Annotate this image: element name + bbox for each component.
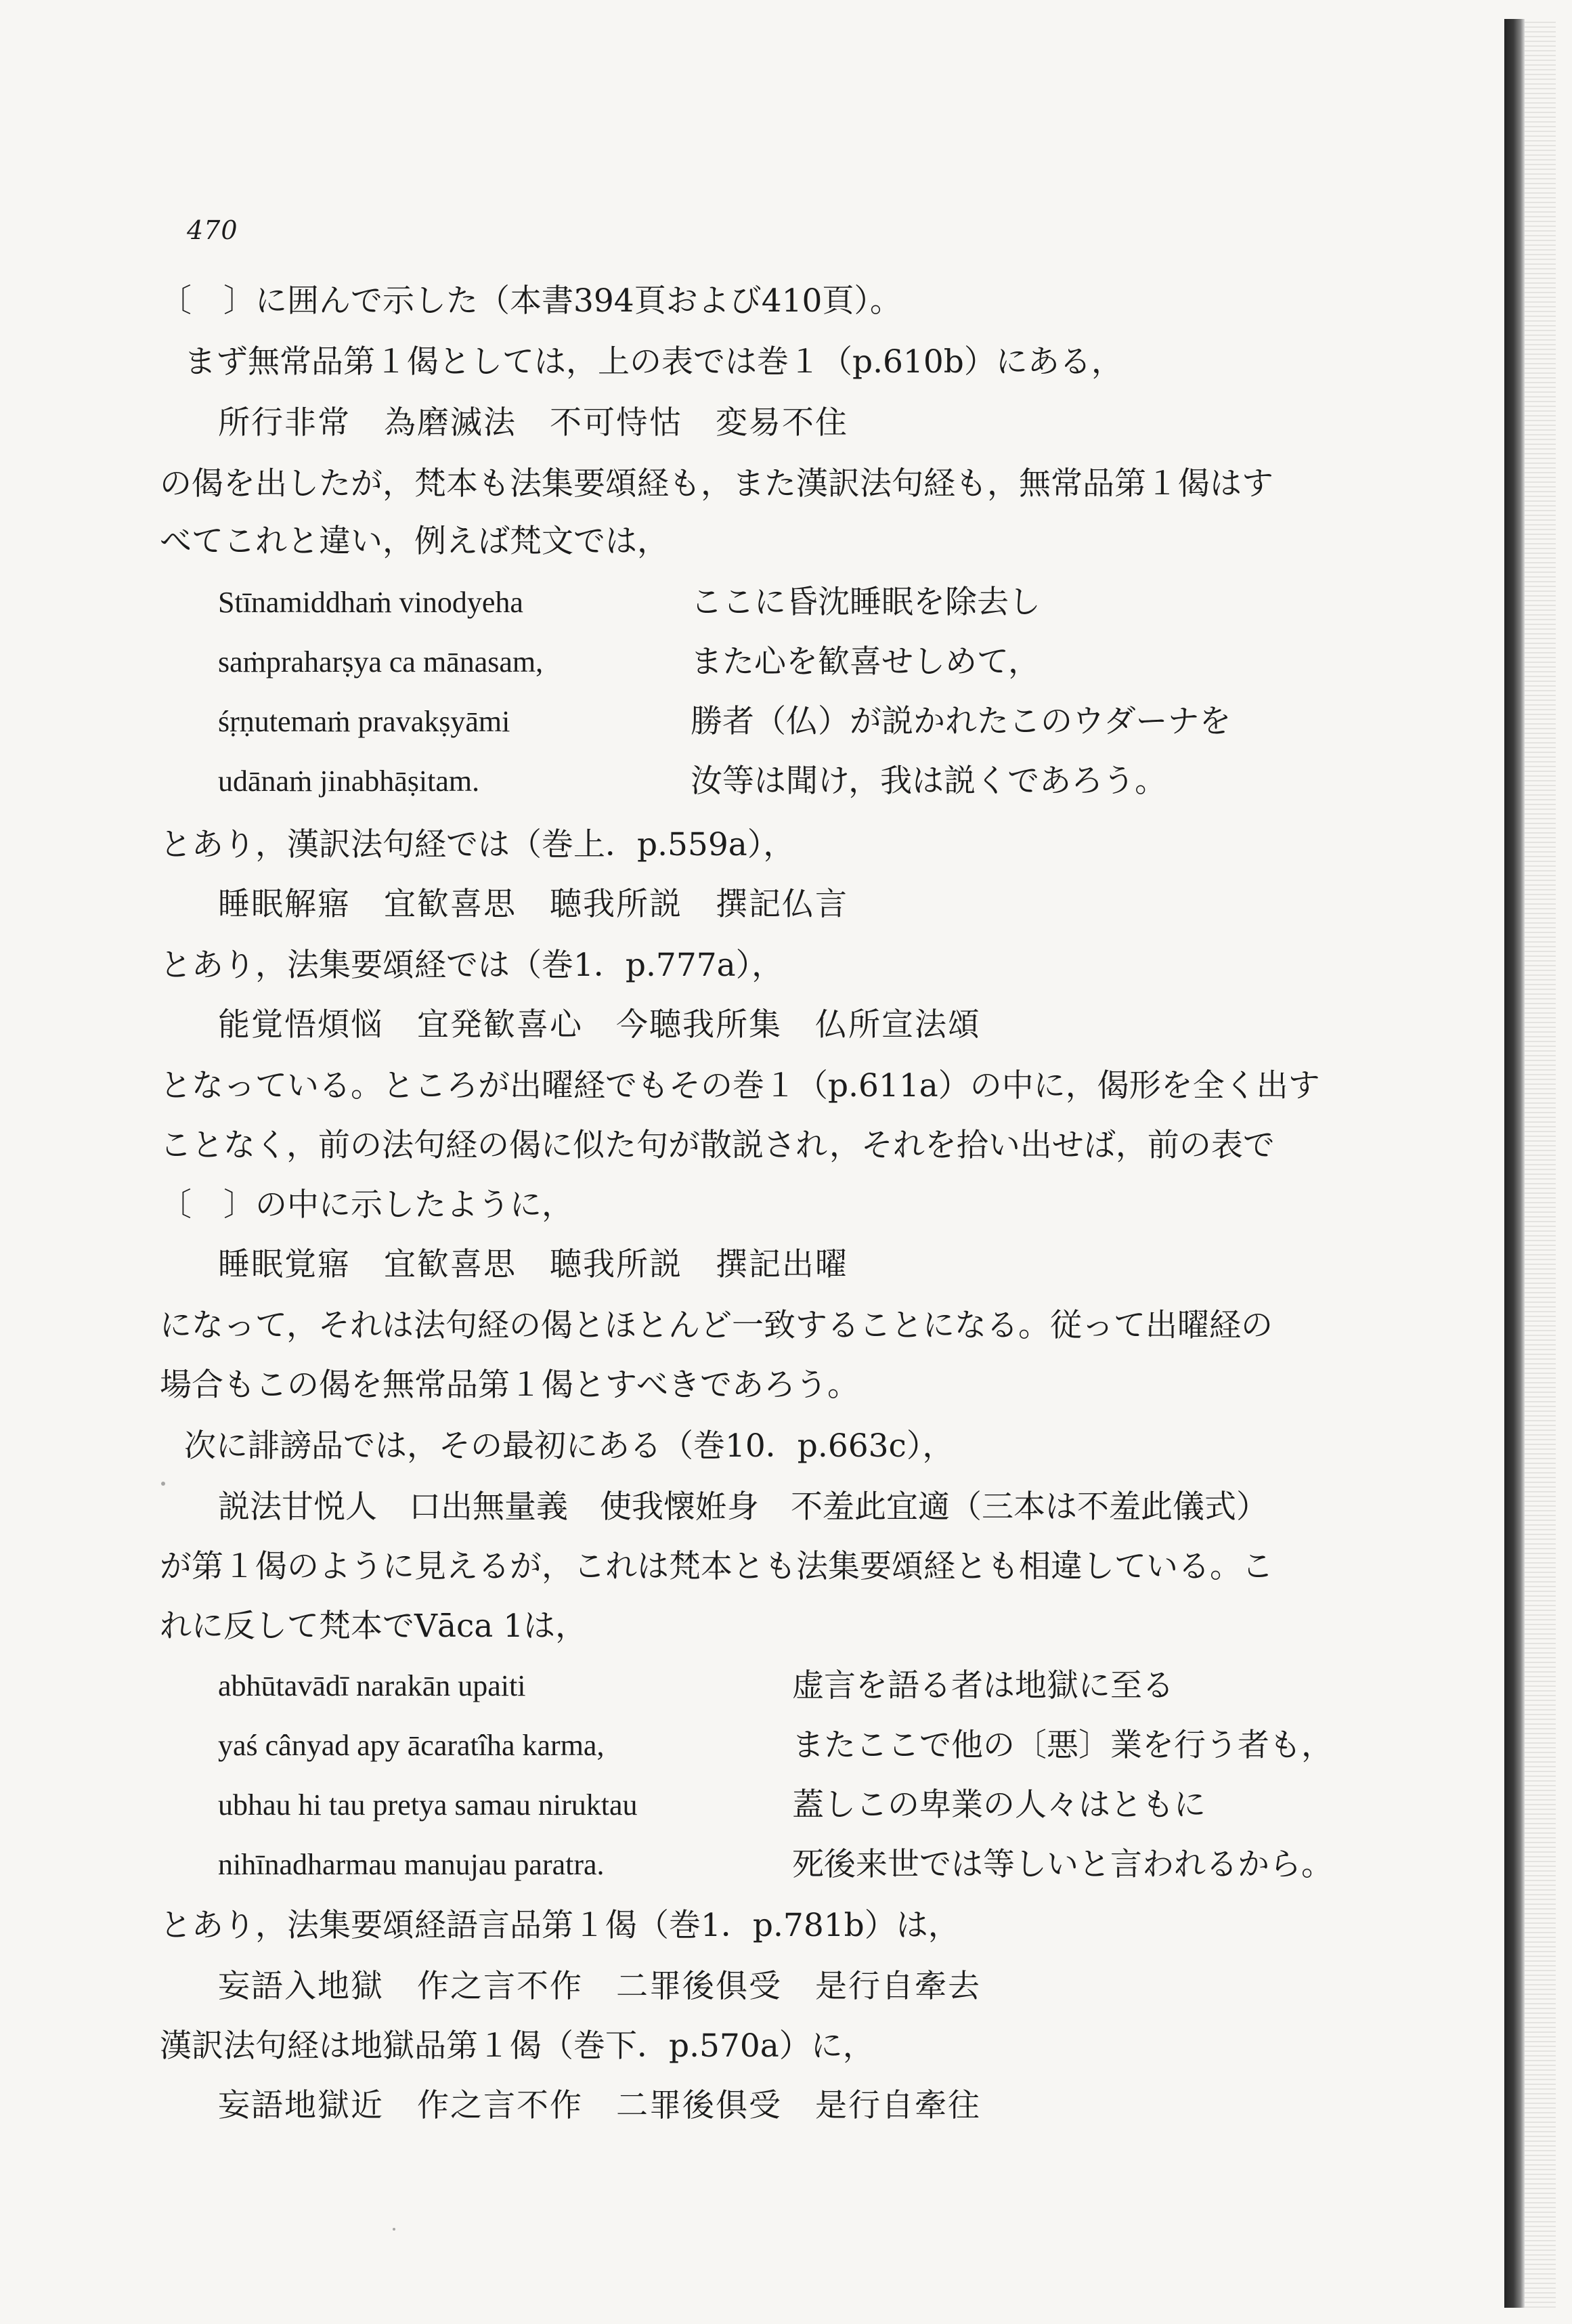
- binding-edge-texture: [1525, 19, 1556, 2308]
- sanskrit-line: saṁpraharṣya ca mānasam,: [218, 645, 544, 679]
- body-line: とあり，法集要頌経では（巻1．p.777a），: [160, 947, 784, 984]
- translation-line: 蓋しこの卑業の人々はともに: [792, 1786, 1206, 1824]
- sanskrit-line: ubhau hi tau pretya samau niruktau: [218, 1788, 638, 1822]
- body-line: とあり，漢訳法句経では（巻上．p.559a），: [160, 826, 795, 863]
- sanskrit-line: Stīnamiddhaṁ vinodyeha: [218, 586, 523, 619]
- quoted-verse: 妄語入地獄 作之言不作 二罪後俱受 是行自牽去: [218, 1968, 981, 2005]
- sanskrit-line: nihīnadharmau manujau paratra.: [218, 1848, 605, 1881]
- body-line: 〔 〕に囲んで示した（本書394頁および410頁）。: [160, 282, 902, 320]
- translation-line: またここで他の〔悪〕業を行う者も，: [792, 1727, 1333, 1764]
- quoted-verse: 睡眠解寤 宜歓喜思 聴我所説 撰記仏言: [218, 886, 848, 923]
- binding-edge: [1504, 19, 1525, 2308]
- translation-line: 虚言を語る者は地獄に至る: [792, 1667, 1174, 1704]
- quoted-verse: 妄語地獄近 作之言不作 二罪後俱受 是行自牽往: [218, 2087, 981, 2124]
- page-number: 470: [187, 215, 238, 245]
- body-line: となっている。ところが出曜経でもその巻１（p.611a）の中に，偈形を全く出す: [160, 1067, 1320, 1104]
- body-line: 場合もこの偈を無常品第１偈とすべきであろう。: [160, 1367, 860, 1404]
- body-line: が第１偈のように見えるが，これは梵本とも法集要頌経とも相違している。こ: [160, 1548, 1273, 1585]
- body-line: 〔 〕の中に示したように，: [160, 1186, 573, 1224]
- sanskrit-line: śṛṇutemaṁ pravakṣyāmi: [218, 705, 510, 738]
- body-line: べてこれと違い，例えば梵文では，: [160, 523, 669, 560]
- quoted-verse: 説法甘悦人 口出無量義 使我懐姙身 不羞此宜適（三本は不羞此儀式）: [218, 1488, 1268, 1526]
- quoted-verse: 睡眠覚寤 宜歓喜思 聴我所説 撰記出曜: [218, 1246, 848, 1283]
- translation-line: 勝者（仏）が説かれたこのウダーナを: [691, 703, 1231, 740]
- body-line: の偈を出したが，梵本も法集要頌経も，また漢訳法句経も，無常品第１偈はす: [160, 465, 1273, 502]
- translation-line: また心を歓喜せしめて，: [691, 643, 1041, 681]
- scan-speck: [393, 2228, 395, 2231]
- body-line: になって，それは法句経の偈とほとんど一致することになる。従って出曜経の: [160, 1307, 1273, 1344]
- scan-speck: [161, 1482, 165, 1486]
- body-line: まず無常品第１偈としては，上の表では巻１（p.610b）にある，: [184, 343, 1123, 381]
- body-line: 次に誹謗品では，その最初にある（巻10．p.663c），: [184, 1427, 955, 1465]
- translation-line: ここに昏沈睡眠を除去し: [691, 584, 1041, 621]
- body-line: れに反して梵本でVāca 1は，: [160, 1608, 588, 1645]
- translation-line: 汝等は聞け，我は説くであろう。: [691, 762, 1167, 800]
- translation-line: 死後来世では等しいと言われるから。: [792, 1846, 1333, 1883]
- body-line: ことなく，前の法句経の偈に似た句が散説され，それを拾い出せば，前の表で: [160, 1127, 1275, 1164]
- sanskrit-line: abhūtavādī narakān upaiti: [218, 1669, 526, 1702]
- quoted-verse: 所行非常 為磨滅法 不可恃怙 変易不住: [218, 404, 848, 442]
- sanskrit-line: udānaṁ jinabhāṣitam.: [218, 765, 480, 798]
- body-line: とあり，法集要頌経語言品第１偈（巻1．p.781b）は，: [160, 1907, 960, 1944]
- body-line: 漢訳法句経は地獄品第１偈（巻下．p.570a）に，: [160, 2027, 875, 2065]
- quoted-verse: 能覚悟煩悩 宜発歓喜心 今聴我所集 仏所宣法頌: [218, 1006, 981, 1043]
- sanskrit-line: yaś cânyad apy ācaratîha karma,: [218, 1729, 605, 1762]
